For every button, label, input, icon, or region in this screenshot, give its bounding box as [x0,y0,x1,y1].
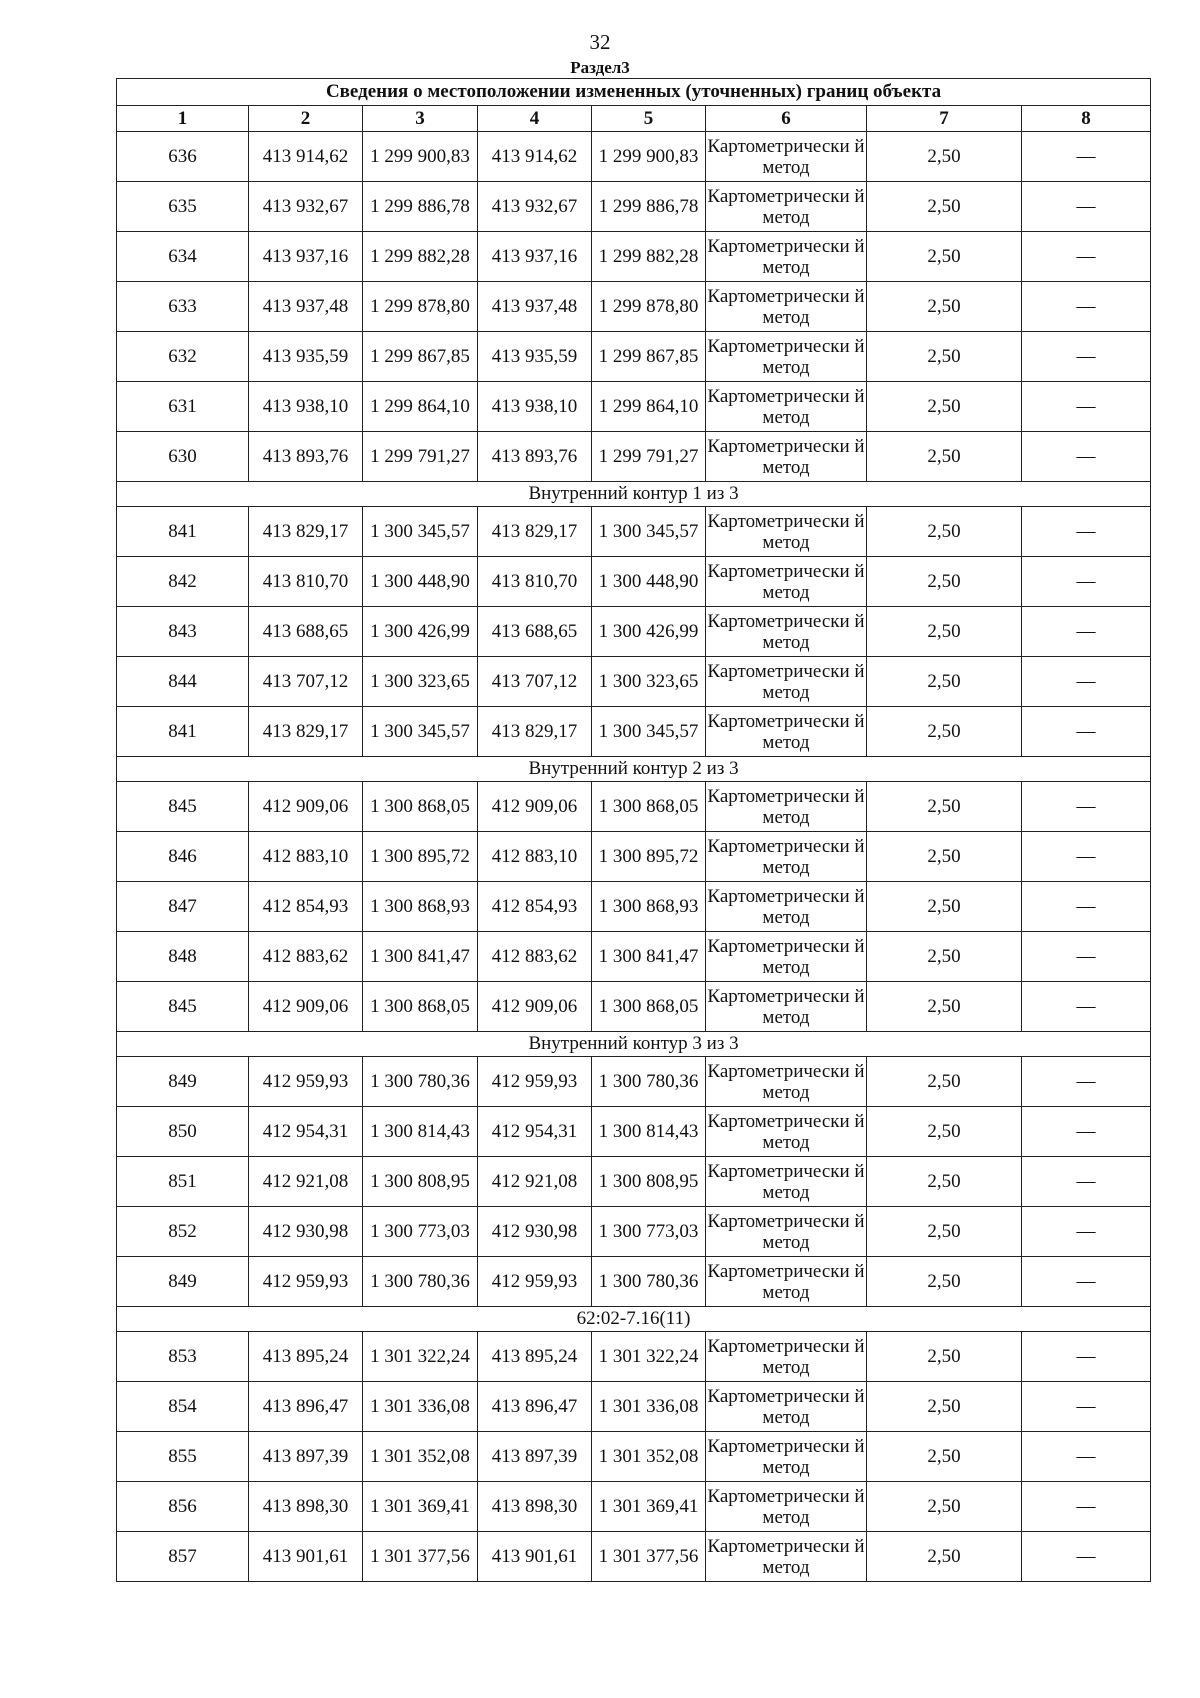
table-row [117,382,1151,432]
cell-note: — [1022,432,1151,482]
cell-accuracy: 2,50 [867,232,1022,282]
cell-x1: 413 810,70 [249,557,363,607]
column-header: 6 [706,106,867,132]
cell-x2: 412 854,93 [478,882,592,932]
cell-accuracy: 2,50 [867,932,1022,982]
cell-n: 631 [117,382,249,432]
cell-note: — [1022,657,1151,707]
cell-y2: 1 300 814,43 [592,1107,706,1157]
cell-n: 856 [117,1482,249,1532]
cell-n: 854 [117,1382,249,1432]
cell-y1: 1 299 900,83 [363,132,478,182]
cell-note: — [1022,1107,1151,1157]
table-row [117,1157,1151,1207]
cell-x2: 413 829,17 [478,707,592,757]
cell-y1: 1 300 780,36 [363,1057,478,1107]
cell-x2: 413 897,39 [478,1432,592,1482]
contour-label-row [117,1032,1151,1057]
cell-method: Картометрически й метод [706,232,867,282]
cell-note: — [1022,182,1151,232]
cell-accuracy: 2,50 [867,1482,1022,1532]
section-title: Раздел3 [570,58,630,77]
cell-x1: 413 901,61 [249,1532,363,1582]
cell-y2: 1 299 878,80 [592,282,706,332]
cell-x1: 413 829,17 [249,507,363,557]
cell-y2: 1 300 448,90 [592,557,706,607]
cell-method: Картометрически й метод [706,132,867,182]
cell-note: — [1022,1382,1151,1432]
cell-method: Картометрически й метод [706,432,867,482]
cell-x2: 413 901,61 [478,1532,592,1582]
cell-y1: 1 300 780,36 [363,1257,478,1307]
cell-x2: 413 937,16 [478,232,592,282]
column-header: 7 [867,106,1022,132]
cell-y2: 1 301 377,56 [592,1532,706,1582]
cell-accuracy: 2,50 [867,1057,1022,1107]
cell-n: 855 [117,1432,249,1482]
cell-y2: 1 300 895,72 [592,832,706,882]
cell-x1: 412 959,93 [249,1057,363,1107]
cell-x2: 412 959,93 [478,1257,592,1307]
cell-x2: 412 921,08 [478,1157,592,1207]
cell-y1: 1 300 814,43 [363,1107,478,1157]
cell-note: — [1022,707,1151,757]
cell-method: Картометрически й метод [706,1057,867,1107]
cell-x1: 413 898,30 [249,1482,363,1532]
cell-note: — [1022,1482,1151,1532]
cell-x2: 412 930,98 [478,1207,592,1257]
cell-x2: 413 937,48 [478,282,592,332]
cell-x1: 412 854,93 [249,882,363,932]
cell-method: Картометрически й метод [706,832,867,882]
contour-label: Внутренний контур 1 из 3 [117,482,1151,507]
table-row [117,1207,1151,1257]
cell-n: 635 [117,182,249,232]
cell-accuracy: 2,50 [867,1207,1022,1257]
cell-y2: 1 299 900,83 [592,132,706,182]
cell-note: — [1022,1157,1151,1207]
table-row [117,1432,1151,1482]
cell-method: Картометрически й метод [706,657,867,707]
cell-accuracy: 2,50 [867,1332,1022,1382]
cell-method: Картометрически й метод [706,1207,867,1257]
cell-n: 634 [117,232,249,282]
cell-x2: 413 688,65 [478,607,592,657]
cell-x1: 413 893,76 [249,432,363,482]
cell-y1: 1 299 791,27 [363,432,478,482]
cell-note: — [1022,982,1151,1032]
cell-x2: 413 935,59 [478,332,592,382]
table-row [117,932,1151,982]
cell-x2: 413 932,67 [478,182,592,232]
cell-n: 853 [117,1332,249,1382]
cell-accuracy: 2,50 [867,557,1022,607]
cell-x2: 413 829,17 [478,507,592,557]
cell-accuracy: 2,50 [867,1532,1022,1582]
cell-accuracy: 2,50 [867,1257,1022,1307]
contour-label-row [117,757,1151,782]
cell-x2: 412 909,06 [478,982,592,1032]
coordinates-table [116,78,1151,1582]
cell-x2: 413 707,12 [478,657,592,707]
table-row [117,657,1151,707]
cell-x2: 412 909,06 [478,782,592,832]
cell-y2: 1 299 886,78 [592,182,706,232]
cell-x1: 413 914,62 [249,132,363,182]
cell-method: Картометрически й метод [706,1532,867,1582]
cell-n: 849 [117,1257,249,1307]
cell-n: 841 [117,707,249,757]
contour-label: Внутренний контур 3 из 3 [117,1032,1151,1057]
cell-x1: 412 921,08 [249,1157,363,1207]
table-title: Сведения о местоположении измененных (уточненных) границ объекта [117,79,1151,106]
table-row [117,182,1151,232]
cell-accuracy: 2,50 [867,782,1022,832]
cell-x1: 413 896,47 [249,1382,363,1432]
cell-y2: 1 300 323,65 [592,657,706,707]
cell-x1: 413 707,12 [249,657,363,707]
cell-y1: 1 299 878,80 [363,282,478,332]
cell-y2: 1 299 791,27 [592,432,706,482]
cell-n: 636 [117,132,249,182]
cell-x1: 412 883,62 [249,932,363,982]
cell-note: — [1022,382,1151,432]
cell-x1: 412 959,93 [249,1257,363,1307]
cell-accuracy: 2,50 [867,882,1022,932]
cell-accuracy: 2,50 [867,982,1022,1032]
table-row [117,1532,1151,1582]
column-header: 4 [478,106,592,132]
contour-label-row [117,482,1151,507]
cell-accuracy: 2,50 [867,607,1022,657]
cell-x1: 412 909,06 [249,982,363,1032]
cell-y1: 1 299 882,28 [363,232,478,282]
cell-method: Картометрически й метод [706,1257,867,1307]
cell-x1: 413 932,67 [249,182,363,232]
cell-note: — [1022,1207,1151,1257]
cell-n: 845 [117,782,249,832]
table-row [117,882,1151,932]
cell-x2: 413 896,47 [478,1382,592,1432]
cell-y1: 1 299 864,10 [363,382,478,432]
cell-accuracy: 2,50 [867,332,1022,382]
cell-y2: 1 300 780,36 [592,1257,706,1307]
cell-accuracy: 2,50 [867,832,1022,882]
cell-y1: 1 301 322,24 [363,1332,478,1382]
cell-n: 851 [117,1157,249,1207]
cell-accuracy: 2,50 [867,657,1022,707]
cell-note: — [1022,607,1151,657]
cell-n: 841 [117,507,249,557]
cell-x2: 412 883,10 [478,832,592,882]
column-header: 8 [1022,106,1151,132]
column-header: 1 [117,106,249,132]
cell-y2: 1 299 864,10 [592,382,706,432]
cell-x1: 413 937,48 [249,282,363,332]
cell-x2: 412 959,93 [478,1057,592,1107]
cell-y2: 1 300 868,05 [592,982,706,1032]
cell-x2: 412 954,31 [478,1107,592,1157]
cell-y1: 1 300 426,99 [363,607,478,657]
cell-x2: 413 895,24 [478,1332,592,1382]
cell-method: Картометрически й метод [706,332,867,382]
table-row [117,1482,1151,1532]
cell-accuracy: 2,50 [867,382,1022,432]
cell-y1: 1 300 841,47 [363,932,478,982]
cell-note: — [1022,1532,1151,1582]
cell-note: — [1022,832,1151,882]
cell-y2: 1 301 369,41 [592,1482,706,1532]
contour-label: Внутренний контур 2 из 3 [117,757,1151,782]
cell-y1: 1 299 867,85 [363,332,478,382]
cell-y2: 1 300 426,99 [592,607,706,657]
cell-method: Картометрически й метод [706,1157,867,1207]
cell-accuracy: 2,50 [867,132,1022,182]
cell-y2: 1 299 867,85 [592,332,706,382]
table-row [117,332,1151,382]
cell-method: Картометрически й метод [706,557,867,607]
cell-y1: 1 300 868,93 [363,882,478,932]
cell-n: 846 [117,832,249,882]
cell-accuracy: 2,50 [867,432,1022,482]
cell-method: Картометрически й метод [706,1332,867,1382]
table-row [117,432,1151,482]
cell-x1: 413 935,59 [249,332,363,382]
table-row [117,982,1151,1032]
cell-note: — [1022,1332,1151,1382]
cell-accuracy: 2,50 [867,1382,1022,1432]
cell-x1: 413 829,17 [249,707,363,757]
cell-accuracy: 2,50 [867,182,1022,232]
column-header-row [117,106,1151,132]
cell-method: Картометрически й метод [706,882,867,932]
cell-y1: 1 300 448,90 [363,557,478,607]
table-row [117,507,1151,557]
cell-y2: 1 300 345,57 [592,507,706,557]
cell-accuracy: 2,50 [867,707,1022,757]
cell-y1: 1 300 773,03 [363,1207,478,1257]
cell-note: — [1022,132,1151,182]
cell-method: Картометрически й метод [706,507,867,557]
table-row [117,1257,1151,1307]
cell-n: 857 [117,1532,249,1582]
contour-label-row [117,1307,1151,1332]
cell-n: 849 [117,1057,249,1107]
cell-method: Картометрически й метод [706,1432,867,1482]
cell-x2: 413 810,70 [478,557,592,607]
table-row [117,607,1151,657]
cell-y1: 1 300 323,65 [363,657,478,707]
cell-n: 847 [117,882,249,932]
table-row [117,832,1151,882]
cell-n: 852 [117,1207,249,1257]
cell-y1: 1 301 377,56 [363,1532,478,1582]
column-header: 5 [592,106,706,132]
cell-note: — [1022,932,1151,982]
cell-y1: 1 300 345,57 [363,707,478,757]
cell-x1: 413 938,10 [249,382,363,432]
contour-label: 62:02-7.16(11) [117,1307,1151,1332]
cell-y2: 1 300 868,05 [592,782,706,832]
cell-x2: 413 898,30 [478,1482,592,1532]
cell-accuracy: 2,50 [867,1157,1022,1207]
cell-x1: 412 930,98 [249,1207,363,1257]
cell-method: Картометрически й метод [706,982,867,1032]
cell-n: 845 [117,982,249,1032]
cell-method: Картометрически й метод [706,1382,867,1432]
cell-note: — [1022,882,1151,932]
cell-y2: 1 300 345,57 [592,707,706,757]
table-row [117,782,1151,832]
cell-y2: 1 301 322,24 [592,1332,706,1382]
cell-method: Картометрически й метод [706,1482,867,1532]
cell-note: — [1022,557,1151,607]
cell-y2: 1 300 808,95 [592,1157,706,1207]
table-row [117,232,1151,282]
cell-note: — [1022,507,1151,557]
cell-x2: 412 883,62 [478,932,592,982]
cell-y1: 1 300 895,72 [363,832,478,882]
cell-x1: 412 883,10 [249,832,363,882]
page-number: 32 [589,30,611,54]
cell-note: — [1022,282,1151,332]
cell-x1: 412 909,06 [249,782,363,832]
cell-y1: 1 301 352,08 [363,1432,478,1482]
cell-x2: 413 893,76 [478,432,592,482]
cell-y1: 1 301 369,41 [363,1482,478,1532]
cell-n: 842 [117,557,249,607]
table-row [117,557,1151,607]
cell-n: 843 [117,607,249,657]
cell-x2: 413 914,62 [478,132,592,182]
cell-method: Картометрически й метод [706,282,867,332]
cell-method: Картометрически й метод [706,782,867,832]
cell-note: — [1022,232,1151,282]
cell-y2: 1 300 841,47 [592,932,706,982]
cell-y2: 1 301 336,08 [592,1382,706,1432]
cell-method: Картометрически й метод [706,1107,867,1157]
cell-y1: 1 300 868,05 [363,782,478,832]
cell-method: Картометрически й метод [706,382,867,432]
table-row [117,1382,1151,1432]
cell-method: Картометрически й метод [706,182,867,232]
column-header: 3 [363,106,478,132]
table-row [117,132,1151,182]
column-header: 2 [249,106,363,132]
cell-x1: 413 688,65 [249,607,363,657]
cell-y1: 1 300 868,05 [363,982,478,1032]
cell-note: — [1022,1057,1151,1107]
cell-y1: 1 301 336,08 [363,1382,478,1432]
cell-y1: 1 300 808,95 [363,1157,478,1207]
cell-n: 633 [117,282,249,332]
table-row [117,707,1151,757]
cell-n: 848 [117,932,249,982]
cell-note: — [1022,332,1151,382]
cell-x1: 413 937,16 [249,232,363,282]
cell-note: — [1022,1432,1151,1482]
cell-accuracy: 2,50 [867,507,1022,557]
cell-x1: 412 954,31 [249,1107,363,1157]
cell-accuracy: 2,50 [867,1107,1022,1157]
cell-n: 632 [117,332,249,382]
cell-method: Картометрически й метод [706,607,867,657]
cell-method: Картометрически й метод [706,707,867,757]
cell-y1: 1 299 886,78 [363,182,478,232]
cell-y2: 1 301 352,08 [592,1432,706,1482]
table-row [117,1332,1151,1382]
cell-n: 850 [117,1107,249,1157]
cell-y2: 1 299 882,28 [592,232,706,282]
cell-y2: 1 300 868,93 [592,882,706,932]
cell-x1: 413 895,24 [249,1332,363,1382]
cell-n: 844 [117,657,249,707]
cell-y1: 1 300 345,57 [363,507,478,557]
cell-y2: 1 300 773,03 [592,1207,706,1257]
table-row [117,1107,1151,1157]
cell-y2: 1 300 780,36 [592,1057,706,1107]
table-row [117,1057,1151,1107]
cell-accuracy: 2,50 [867,282,1022,332]
cell-note: — [1022,1257,1151,1307]
cell-note: — [1022,782,1151,832]
cell-method: Картометрически й метод [706,932,867,982]
cell-accuracy: 2,50 [867,1432,1022,1482]
cell-x1: 413 897,39 [249,1432,363,1482]
table-row [117,282,1151,332]
cell-n: 630 [117,432,249,482]
cell-x2: 413 938,10 [478,382,592,432]
